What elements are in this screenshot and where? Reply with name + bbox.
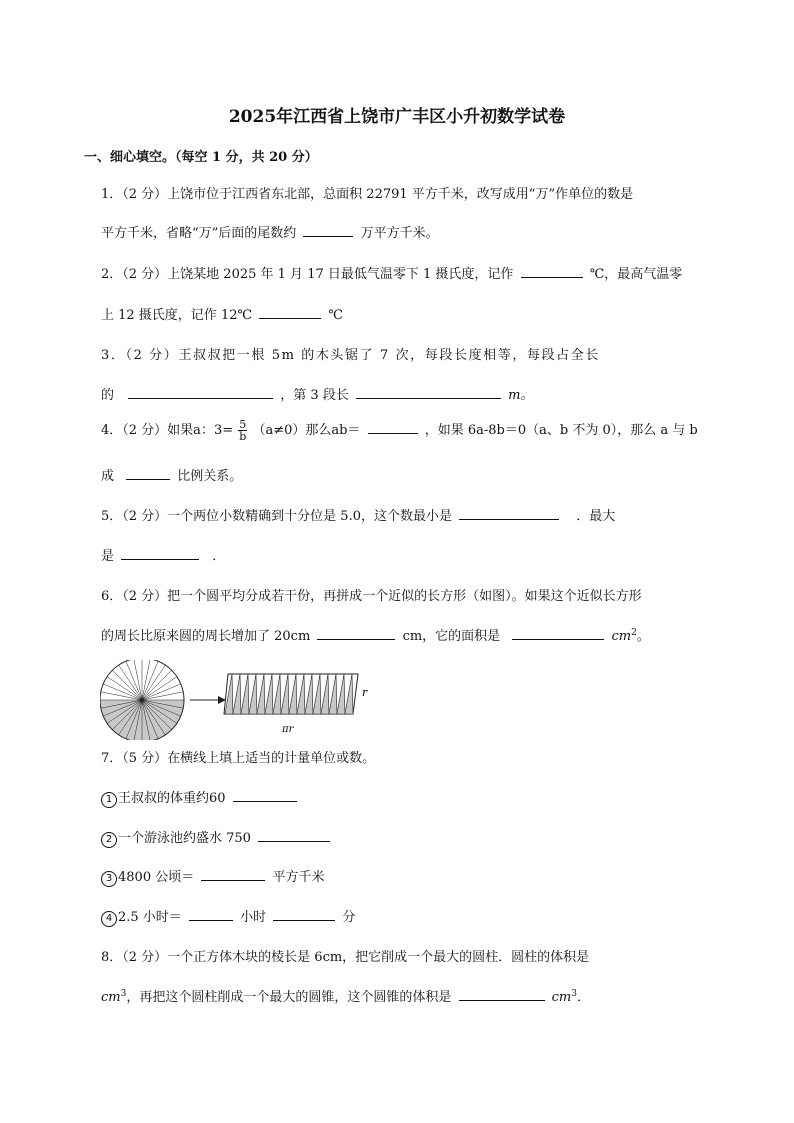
circled-number-icon: 2	[101, 832, 117, 848]
q2-blank-1[interactable]	[521, 265, 583, 278]
q7-item-1-text: 王叔叔的体重约60	[118, 791, 226, 806]
sectored-circle	[100, 660, 184, 740]
label-r: r	[362, 686, 368, 699]
q5-text-4: ．	[212, 549, 226, 564]
q5-text-2: ．最大	[576, 509, 616, 524]
q4-text-3: （a≠0）那么ab＝	[252, 423, 361, 438]
q7-item-4-text-1: 2.5 小时＝	[118, 910, 182, 925]
question-4-line-1	[101, 419, 698, 442]
q2-text-1: 2．（2 分）上饶某地 2025 年 1 月 17 日最低气温零下 1 摄氏度，记作	[101, 267, 514, 282]
question-6-line-1: 6．（2 分）把一个圆平均分成若干份，再拼成一个近似的长方形（如图）。如果这个近似长方形	[101, 589, 642, 604]
question-5-line-1	[101, 505, 615, 524]
q2-text-3: 上 12 摄氏度，记作 12℃	[101, 308, 253, 323]
q2-text-4: ℃	[328, 308, 343, 323]
q3-text-3: m。	[508, 388, 534, 403]
approx-rectangle	[224, 674, 358, 714]
q7-blank-2[interactable]	[258, 829, 330, 842]
section-heading: 一、细心填空。（每空 1 分，共 20 分）	[84, 150, 318, 165]
q1-text-2: 万平方千米。	[360, 226, 439, 241]
page-title: 2025年江西省上饶市广丰区小升初数学试卷	[228, 107, 566, 127]
question-2-line-2	[101, 304, 343, 323]
circled-number-icon: 1	[101, 792, 117, 808]
q6-blank-1[interactable]	[317, 627, 395, 640]
q4-text-6: 比例关系。	[177, 469, 243, 484]
q6-blank-2[interactable]	[512, 627, 604, 640]
q6-text-4: 2	[631, 628, 637, 638]
question-3-line-2	[101, 384, 533, 403]
q7-blank-3[interactable]	[201, 868, 265, 881]
q2-text-2: ℃，最高气温零	[589, 267, 683, 282]
q4-text-5: 成	[101, 469, 115, 484]
question-7-item-1	[101, 787, 300, 808]
question-5-line-2	[101, 545, 225, 564]
q5-text-3: 是	[101, 549, 115, 564]
question-8-line-2	[101, 986, 590, 1005]
q4-fraction	[238, 419, 247, 442]
q5-blank-1[interactable]	[459, 507, 559, 520]
q7-item-4-text-2: 小时	[240, 910, 267, 925]
question-7-line-1: 7．（5 分）在横线上填上适当的计量单位或数。	[101, 751, 376, 766]
q7-item-2-text: 一个游泳池约盛水 750	[118, 831, 251, 846]
q3-blank-1[interactable]	[128, 386, 273, 399]
q6-text-1: 的周长比原来圆的周长增加了 20cm	[101, 629, 311, 644]
arrow-icon	[190, 696, 226, 704]
question-6-line-2	[101, 625, 650, 644]
q7-item-3-text-1: 4800 公顷＝	[118, 870, 195, 885]
circle-to-rectangle-figure	[100, 660, 380, 740]
sector-spoke	[142, 670, 172, 700]
q4-fraction-denominator: b	[239, 430, 247, 443]
q8-text-5: 3	[571, 989, 577, 999]
q3-blank-2[interactable]	[356, 386, 501, 399]
sector-spoke	[112, 670, 142, 700]
question-1-line-1: 1．（2 分）上饶市位于江西省东北部，总面积 22791 平方千米，改写成用“万”作单位的数是	[101, 187, 634, 202]
q6-text-3: cm	[611, 629, 632, 644]
q3-text-1: 的	[101, 388, 115, 403]
question-7-item-2	[101, 827, 333, 848]
question-4-line-2	[101, 465, 242, 484]
question-8-line-1: 8．（2 分）一个正方体木块的棱长是 6cm，把它削成一个最大的圆柱．圆柱的体积是	[101, 950, 590, 965]
q1-text-1: 平方千米，省略“万”后面的尾数约	[101, 226, 297, 241]
q6-text-2: cm，它的面积是	[402, 629, 501, 644]
q5-text-1: 5．（2 分）一个两位小数精确到十分位是 5.0，这个数最小是	[101, 509, 452, 524]
q8-text-2: 3	[120, 989, 127, 999]
q7-blank-1[interactable]	[233, 789, 297, 802]
question-1-line-2	[101, 222, 439, 241]
q8-text-1: cm	[101, 990, 121, 1005]
label-pi-r: πr	[282, 724, 294, 735]
q4-text-4: ，如果 6a-8b＝0（a、b 不为 0），那么 a 与 b	[424, 423, 698, 438]
q6-text-5: 。	[636, 629, 650, 644]
question-7-item-4	[101, 906, 355, 927]
q7-item-3-text-2: 平方千米	[272, 870, 325, 885]
q4-text-1: 4．（2 分）如果a	[101, 423, 201, 438]
q4-fraction-numerator: 5	[239, 418, 247, 431]
q4-text-2: ：3=	[200, 423, 234, 438]
q8-text-3: ，再把这个圆柱削成一个最大的圆锥，这个圆锥的体积是	[126, 990, 452, 1005]
q7-blank-4[interactable]	[189, 908, 233, 921]
q7-blank-5[interactable]	[273, 908, 335, 921]
q8-blank-1[interactable]	[459, 988, 545, 1001]
question-2-line-1	[101, 263, 682, 282]
question-7-item-3	[101, 866, 325, 887]
q3-text-2: ，第 3 段长	[280, 388, 349, 403]
q1-blank-2[interactable]	[303, 224, 353, 237]
q2-blank-2[interactable]	[259, 306, 321, 319]
question-3-line-1: 3．（2 分）王叔叔把一根 5m 的木头锯了 7 次，每段长度相等，每段占全长	[101, 348, 600, 363]
circled-number-icon: 3	[101, 871, 117, 887]
q8-text-4: cm	[551, 990, 572, 1005]
q5-blank-2[interactable]	[121, 547, 199, 560]
q7-item-4-text-3: 分	[342, 910, 356, 925]
q8-text-6: ．	[576, 990, 590, 1005]
q4-blank-2[interactable]	[126, 467, 170, 480]
circled-number-icon: 4	[101, 911, 117, 927]
q4-blank-1[interactable]	[368, 421, 418, 434]
